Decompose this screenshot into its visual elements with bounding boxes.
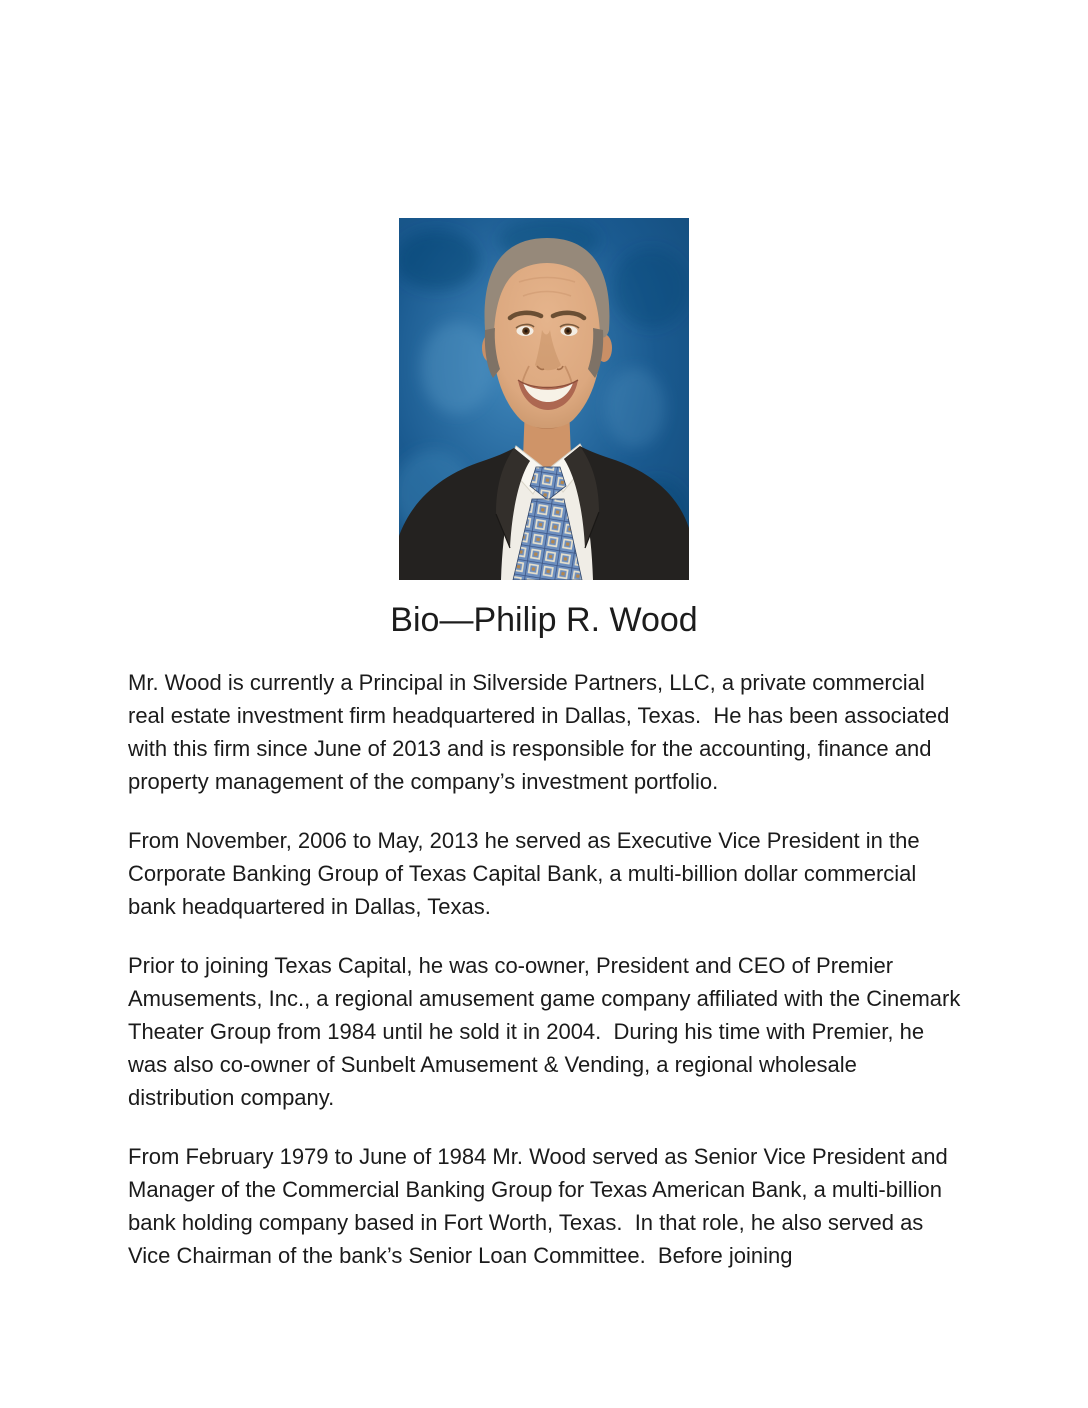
bio-paragraph-1: Mr. Wood is currently a Principal in Silverside Partners, LLC, a private commercial real estate investment firm headquartered in Dallas, Texas. He has been associated with this firm since June of 2013 and is responsible for the accounting, finance and property management of the company’s investment portfolio.	[128, 670, 956, 794]
bio-body	[128, 666, 967, 1298]
bio-paragraph-2: From November, 2006 to May, 2013 he served as Executive Vice President in the Corporate Banking Group of Texas Capital Bank, a multi-billion dollar commercial bank headquartered in Dallas, Texas.	[128, 828, 926, 919]
bio-paragraph-3: Prior to joining Texas Capital, he was co-owner, President and CEO of Premier Amusements, Inc., a regional amusement game company affiliated with the Cinemark Theater Group from 1984 until he sold it in 2004. During his time with Premier, he was also co-owner of Sunbelt Amusement & Vending, a regional wholesale distribution company.	[128, 953, 967, 1110]
page-title: Bio—Philip R. Wood	[390, 601, 698, 639]
portrait-photo-svg	[399, 218, 689, 580]
portrait-photo	[399, 218, 689, 580]
bio-paragraph-4: From February 1979 to June of 1984 Mr. Wood served as Senior Vice President and Manager of the Commercial Banking Group for Texas American Bank, a multi-billion bank holding company based in Fort Worth, Texas. In that role, he also served as Vice Chairman of the bank’s Senior Loan Committee. Before joining	[128, 1144, 954, 1268]
